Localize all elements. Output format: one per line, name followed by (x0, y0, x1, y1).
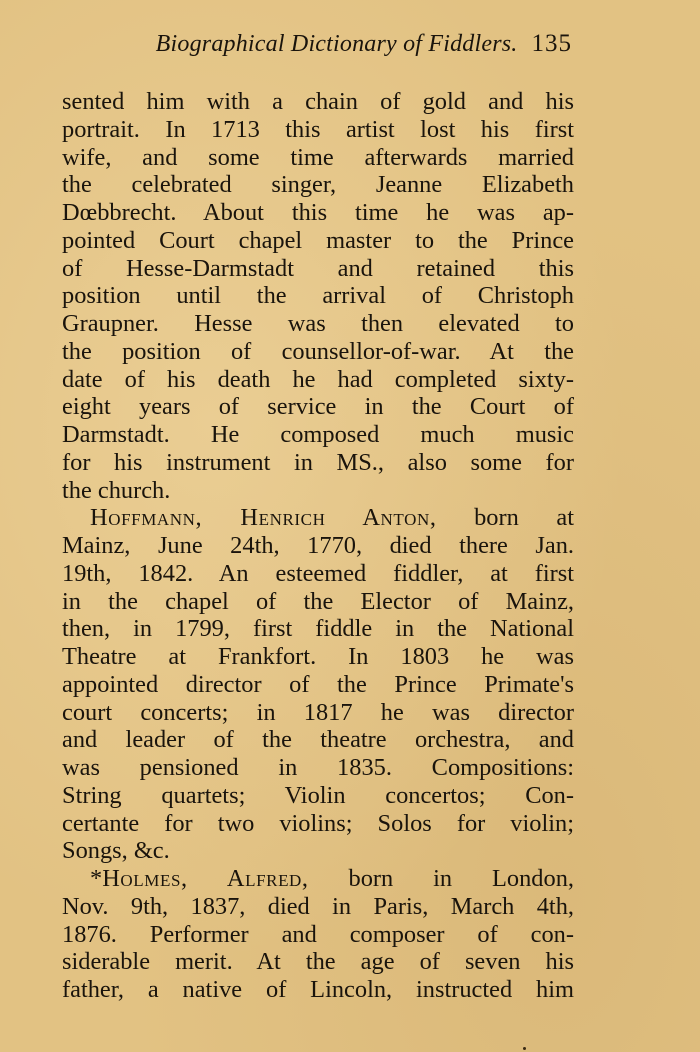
entry-heading-rest: born at (436, 504, 574, 532)
text-line: 1876. Performer and composer of con- (62, 920, 574, 948)
text-line: Graupner. Hesse was then elevated to (62, 310, 574, 337)
text-line: was pensioned in 1835. Compositions: (62, 754, 574, 781)
text-line: and leader of the theatre orchestra, and (62, 726, 574, 754)
paper-speck (523, 1047, 526, 1050)
text-line: for his instrument in MS., also some for (62, 448, 574, 476)
text-line: father, a native of Lincoln, instructed him (62, 976, 574, 1003)
text-line: Nov. 9th, 1837, died in Paris, March 4th, (62, 892, 574, 920)
running-head (62, 30, 572, 64)
text-line: the church. (62, 476, 171, 504)
entry-name: Hoffmann, Henrich Anton, (90, 504, 437, 532)
text-line: then, in 1799, first fiddle in the National (62, 615, 574, 643)
text-line: wife, and some time afterwards married (62, 143, 574, 171)
text-line: Dœbbrecht. About this time he was ap- (62, 199, 574, 226)
entry-hoffmann-heading (62, 504, 574, 532)
text-line: Songs, &c. (62, 837, 170, 865)
entry-mark: * (90, 865, 103, 892)
running-title: Biographical Dictionary of Fiddlers. (155, 31, 518, 57)
text-line: in the chapel of the Elector of Mainz, (62, 587, 574, 615)
text-line: sented him with a chain of gold and his (62, 88, 574, 115)
text-line: Darmstadt. He composed much music (62, 421, 574, 448)
text-line: eight years of service in the Court of (62, 393, 574, 421)
text-line: court concerts; in 1817 he was director (62, 698, 574, 726)
text-line: 19th, 1842. An esteemed fiddler, at first (62, 559, 574, 587)
text-line: of Hesse-Darmstadt and retained this (62, 254, 574, 282)
entry-name: Holmes, Alfred, (102, 865, 309, 892)
text-line: portrait. In 1713 this artist lost his first (62, 115, 574, 143)
entry-heading-rest: born in London, (308, 865, 574, 892)
text-line: date of his death he had completed sixty- (62, 365, 574, 393)
page-number: 135 (531, 30, 572, 57)
text-line: position until the arrival of Christoph (62, 282, 574, 310)
text-line: Mainz, June 24th, 1770, died there Jan. (62, 532, 574, 559)
text-line: siderable merit. At the age of seven his (62, 948, 574, 976)
text-line: Theatre at Frankfort. In 1803 he was (62, 643, 574, 670)
text-line: pointed Court chapel master to the Prince (62, 226, 574, 254)
text-line: appointed director of the Prince Primate's (62, 670, 574, 698)
entry-holmes-heading (62, 865, 574, 893)
body-text (62, 88, 574, 1004)
text-line: certante for two violins; Solos for violin; (62, 809, 574, 837)
text-line: the celebrated singer, Jeanne Elizabeth (62, 171, 574, 199)
text-line: String quartets; Violin concertos; Con- (62, 781, 574, 809)
text-line: the position of counsellor-of-war. At the (62, 337, 574, 365)
